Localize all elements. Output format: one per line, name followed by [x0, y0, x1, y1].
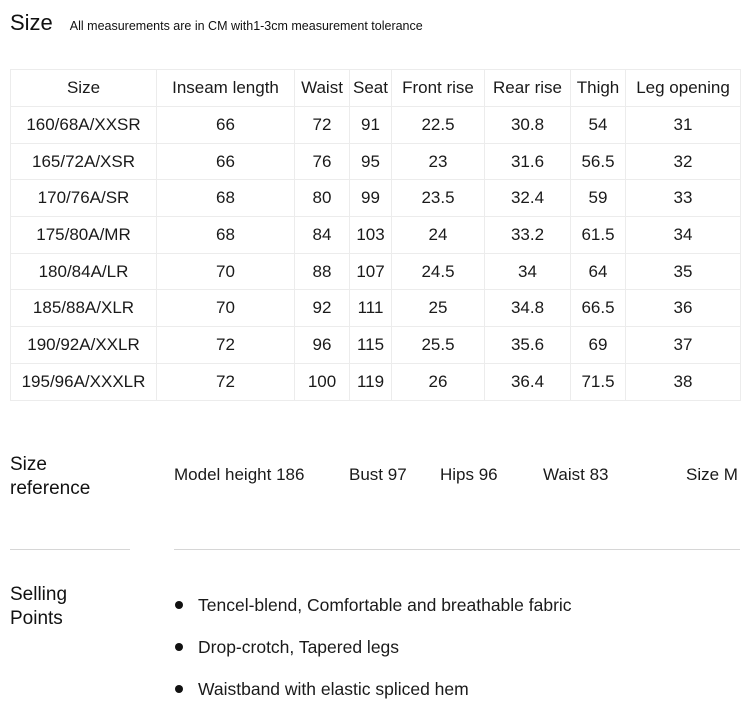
table-cell: 25	[392, 290, 485, 327]
table-cell: 180/84A/LR	[11, 253, 157, 290]
table-cell: 38	[626, 363, 741, 400]
column-header: Thigh	[571, 70, 626, 107]
model-waist: Waist 83	[543, 465, 609, 484]
column-header: Leg opening	[626, 70, 741, 107]
table-cell: 59	[571, 180, 626, 217]
header	[10, 10, 423, 36]
table-cell: 91	[350, 107, 392, 144]
column-header: Size	[11, 70, 157, 107]
table-cell: 111	[350, 290, 392, 327]
selling-points-list	[175, 584, 572, 710]
column-header: Rear rise	[485, 70, 571, 107]
table-row	[11, 363, 741, 400]
table-cell: 31.6	[485, 143, 571, 180]
selling-points-label	[10, 583, 67, 631]
table-cell: 61.5	[571, 217, 626, 254]
model-height: Model height 186	[174, 465, 305, 484]
table-cell: 80	[295, 180, 350, 217]
table-cell: 95	[350, 143, 392, 180]
table-cell: 24.5	[392, 253, 485, 290]
table-cell: 170/76A/SR	[11, 180, 157, 217]
measurement-note: All measurements are in CM with1-3cm measurement tolerance	[69, 19, 423, 33]
table-cell: 72	[295, 107, 350, 144]
bullet-icon	[175, 601, 183, 609]
column-header: Seat	[350, 70, 392, 107]
size-reference-label-line1: Size	[10, 454, 47, 475]
table-cell: 69	[571, 327, 626, 364]
table-cell: 175/80A/MR	[11, 217, 157, 254]
list-item	[175, 584, 572, 626]
table-cell: 160/68A/XXSR	[11, 107, 157, 144]
size-reference-values	[0, 465, 750, 489]
table-cell: 96	[295, 327, 350, 364]
model-hips: Hips 96	[440, 465, 498, 484]
selling-points-label-line1: Selling	[10, 584, 68, 605]
table-cell: 66	[157, 143, 295, 180]
table-cell: 190/92A/XXLR	[11, 327, 157, 364]
size-table-body	[11, 70, 741, 401]
table-cell: 84	[295, 217, 350, 254]
list-item	[175, 626, 572, 668]
bullet-icon	[175, 643, 183, 651]
table-cell: 70	[157, 290, 295, 327]
table-row	[11, 327, 741, 364]
table-cell: 32	[626, 143, 741, 180]
table-cell: 66.5	[571, 290, 626, 327]
table-cell: 92	[295, 290, 350, 327]
table-cell: 185/88A/XLR	[11, 290, 157, 327]
model-bust: Bust 97	[349, 465, 407, 484]
divider-left	[10, 549, 130, 550]
table-cell: 107	[350, 253, 392, 290]
table-cell: 115	[350, 327, 392, 364]
table-cell: 76	[295, 143, 350, 180]
table-cell: 35	[626, 253, 741, 290]
table-cell: 165/72A/XSR	[11, 143, 157, 180]
table-cell: 99	[350, 180, 392, 217]
table-row	[11, 217, 741, 254]
column-header: Waist	[295, 70, 350, 107]
table-cell: 56.5	[571, 143, 626, 180]
table-cell: 26	[392, 363, 485, 400]
table-row	[11, 143, 741, 180]
table-cell: 64	[571, 253, 626, 290]
table-cell: 88	[295, 253, 350, 290]
table-cell: 23	[392, 143, 485, 180]
column-header: Inseam length	[157, 70, 295, 107]
table-cell: 23.5	[392, 180, 485, 217]
divider-right	[174, 549, 740, 550]
table-cell: 119	[350, 363, 392, 400]
table-cell: 32.4	[485, 180, 571, 217]
table-cell: 103	[350, 217, 392, 254]
table-cell: 33.2	[485, 217, 571, 254]
selling-point-text: Drop-crotch, Tapered legs	[198, 636, 400, 657]
table-cell: 70	[157, 253, 295, 290]
table-cell: 30.8	[485, 107, 571, 144]
table-cell: 54	[571, 107, 626, 144]
table-cell: 33	[626, 180, 741, 217]
table-cell: 37	[626, 327, 741, 364]
table-row	[11, 107, 741, 144]
table-cell: 25.5	[392, 327, 485, 364]
model-size: Size M	[686, 465, 738, 484]
bullet-icon	[175, 685, 183, 693]
table-header-row	[11, 70, 741, 107]
table-cell: 35.6	[485, 327, 571, 364]
column-header: Front rise	[392, 70, 485, 107]
selling-point-text: Waistband with elastic spliced hem	[198, 678, 469, 699]
selling-point-text: Tencel-blend, Comfortable and breathable fabric	[198, 594, 572, 615]
table-cell: 36.4	[485, 363, 571, 400]
table-cell: 31	[626, 107, 741, 144]
page-title: Size	[10, 10, 53, 35]
table-cell: 34	[485, 253, 571, 290]
table-cell: 36	[626, 290, 741, 327]
table-cell: 24	[392, 217, 485, 254]
size-reference-label-line2: reference	[10, 478, 91, 499]
table-cell: 68	[157, 180, 295, 217]
table-cell: 72	[157, 327, 295, 364]
table-cell: 195/96A/XXXLR	[11, 363, 157, 400]
table-cell: 34.8	[485, 290, 571, 327]
selling-points-label-line2: Points	[10, 608, 63, 629]
list-item	[175, 668, 572, 710]
table-cell: 66	[157, 107, 295, 144]
table-row	[11, 290, 741, 327]
table-cell: 72	[157, 363, 295, 400]
table-cell: 34	[626, 217, 741, 254]
size-table	[10, 69, 741, 401]
table-cell: 22.5	[392, 107, 485, 144]
table-row	[11, 180, 741, 217]
table-cell: 71.5	[571, 363, 626, 400]
table-cell: 68	[157, 217, 295, 254]
table-row	[11, 253, 741, 290]
table-cell: 100	[295, 363, 350, 400]
